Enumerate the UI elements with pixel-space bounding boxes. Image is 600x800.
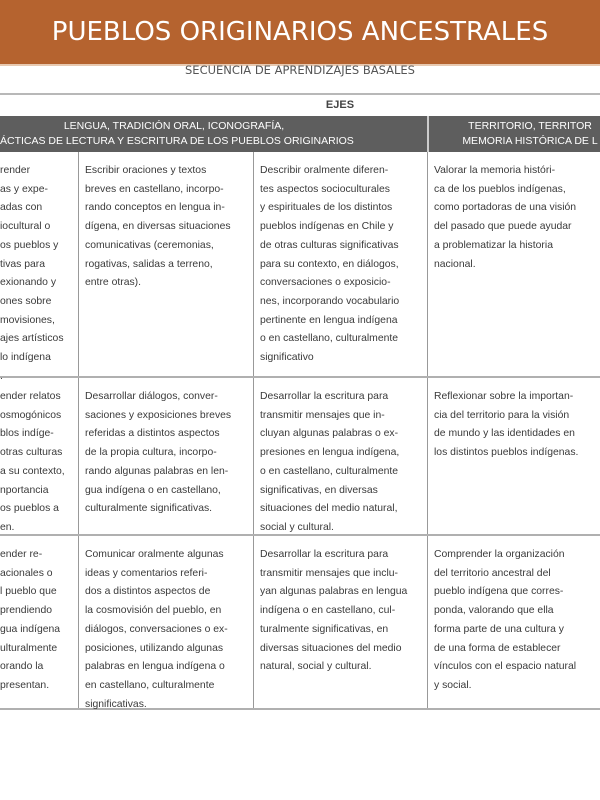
cell-text-line: yan algunas palabras en lengua xyxy=(260,586,408,598)
cell-text-line: blos indíge- xyxy=(0,428,54,440)
table-row xyxy=(0,378,600,536)
cell-text-line: forma parte de una cultura y xyxy=(434,623,564,635)
cell-text-line: Valorar la memoria históri- xyxy=(434,165,556,176)
cell-text-line: . xyxy=(0,370,3,382)
cell-text-line: de la propia cultura, incorpo- xyxy=(85,447,217,459)
cell-text-line: pueblo indígena que corres- xyxy=(434,586,564,598)
table-row xyxy=(0,152,600,382)
cell-text-line: como portadoras de una visión xyxy=(434,202,577,214)
cell-text-line: ideas y comentarios referi- xyxy=(85,567,208,579)
cell-text-line: diálogos, conversaciones o ex- xyxy=(85,623,228,635)
cell-text-line: culturalmente significativas. xyxy=(85,503,213,515)
cell-text-line: y espirituales de los distintos xyxy=(260,202,393,214)
table-cell xyxy=(79,152,254,376)
table-cell xyxy=(79,536,254,708)
cell-text-line: del territorio ancestral del xyxy=(434,567,551,579)
cell-text-line: turalmente significativas, en xyxy=(260,623,389,635)
table-cell xyxy=(79,378,254,534)
cell-text-line: referidas a distintos aspectos xyxy=(85,428,220,440)
cell-text-line: y social. xyxy=(434,679,472,691)
cell-text-line: ender relatos xyxy=(0,391,61,402)
cell-text-line: nacional. xyxy=(434,258,476,270)
ejes-label: EJES xyxy=(325,99,355,111)
cell-text-line: indígena o en castellano, cul- xyxy=(260,605,396,617)
cell-text-line: dígena, en diversas situaciones xyxy=(85,221,231,233)
cell-text-line: cluyan algunas palabras o ex- xyxy=(260,428,399,440)
table-row xyxy=(0,536,600,710)
cell-text-line: tes aspectos socioculturales xyxy=(260,183,390,195)
table-cell xyxy=(0,152,79,382)
table-cell xyxy=(428,536,600,708)
cell-text-line: presiones en lengua indígena, xyxy=(260,447,400,459)
cell-text-line: ca de los pueblos indígenas, xyxy=(434,183,566,195)
cell-text-line: Comunicar oralmente algunas xyxy=(85,549,224,560)
cell-text-line: Describir oralmente diferen- xyxy=(260,165,389,176)
cell-text-line: render xyxy=(0,165,31,176)
cell-text-line: lo indígena xyxy=(0,352,51,364)
cell-text-line: la cosmovisión del pueblo, en xyxy=(85,605,222,617)
cell-text-line: dos a distintos aspectos de xyxy=(85,586,211,598)
cell-text-line: exionando y xyxy=(0,277,57,289)
cell-text-line: posiciones, utilizando algunas xyxy=(85,642,224,654)
table-cell xyxy=(0,536,79,708)
divider xyxy=(0,93,600,95)
cell-text-line: adas con xyxy=(0,202,43,214)
cell-text-line: de otras culturas significativas xyxy=(260,239,399,251)
axis-header-territorio xyxy=(462,119,598,149)
cell-text-line: iocultural o xyxy=(0,221,51,233)
cell-text-line: otras culturas xyxy=(0,447,63,459)
learning-table xyxy=(0,152,600,710)
cell-text-line: situaciones del medio natural, xyxy=(260,503,398,515)
cell-text-line: rando algunas palabras en len- xyxy=(85,465,229,477)
cell-text-line: pueblos indígenas en Chile y xyxy=(260,221,394,233)
axis-header-lengua xyxy=(0,119,354,149)
cell-text-line: movisiones, xyxy=(0,314,55,326)
cell-text-line: en. xyxy=(0,521,15,533)
cell-text-line: palabras en lengua indígena o xyxy=(85,661,225,673)
cell-text-line: natural, social y cultural. xyxy=(260,661,372,673)
cell-text-line: social y cultural. xyxy=(260,521,334,533)
cell-text-line: Desarrollar la escritura para xyxy=(260,549,389,560)
table-cell xyxy=(428,152,600,376)
cell-text-line: Comprender la organización xyxy=(434,549,565,560)
cell-text-line: o en castellano, culturalmente xyxy=(260,333,399,345)
cell-text-line: ones sobre xyxy=(0,295,52,307)
title-banner xyxy=(0,0,600,66)
cell-text-line: nportancia xyxy=(0,484,49,496)
cell-text-line: ender re- xyxy=(0,549,43,560)
cell-text-line: diversas situaciones del medio xyxy=(260,642,402,654)
cell-text-line: Reflexionar sobre la importan- xyxy=(434,391,574,402)
cell-text-line: del pasado que puede ayudar xyxy=(434,221,572,233)
cell-text-line: los distintos pueblos indígenas. xyxy=(434,447,579,459)
cell-text-line: gua indígena xyxy=(0,623,61,635)
cell-text-line: Desarrollar diálogos, conver- xyxy=(85,391,218,402)
table-cell xyxy=(254,378,428,534)
cell-text-line: saciones y exposiciones breves xyxy=(85,409,232,421)
cell-text-line: rogativas, salidas a terreno, xyxy=(85,258,213,270)
cell-text-line: transmitir mensajes que in- xyxy=(260,409,385,421)
table-cell xyxy=(254,152,428,376)
table-cell xyxy=(0,378,79,534)
cell-text-line: o en castellano, culturalmente xyxy=(260,465,399,477)
cell-text-line: prendiendo xyxy=(0,605,52,617)
axes-header xyxy=(0,116,600,152)
cell-text-line: gua indígena o en castellano, xyxy=(85,484,221,496)
header-line: MEMORIA HISTÓRICA DE L xyxy=(462,135,598,147)
cell-text-line: pertinente en lengua indígena xyxy=(260,314,398,326)
header-line: ÁCTICAS DE LECTURA Y ESCRITURA DE LOS PUEBLOS ORIGINARIOS xyxy=(0,135,354,147)
table-cell xyxy=(254,536,428,708)
table-cell xyxy=(428,378,600,534)
cell-text-line: breves en castellano, incorpo- xyxy=(85,183,224,195)
cell-text-line: conversaciones o exposicio- xyxy=(260,277,391,289)
cell-text-line: comunicativas (ceremonias, xyxy=(85,239,214,251)
cell-text-line: presentan. xyxy=(0,679,50,691)
cell-text-line: ponda, valorando que ella xyxy=(434,605,554,617)
cell-text-line: en castellano, culturalmente xyxy=(85,679,215,691)
cell-text-line: osmogónicos xyxy=(0,409,62,421)
cell-text-line: transmitir mensajes que inclu- xyxy=(260,567,399,579)
cell-text-line: as y expe- xyxy=(0,183,48,195)
cell-text-line: a su contexto, xyxy=(0,465,65,477)
header-line: LENGUA, TRADICIÓN ORAL, ICONOGRAFÍA, xyxy=(63,120,285,132)
cell-text-line: os pueblos y xyxy=(0,239,59,251)
cell-text-line: de mundo y las identidades en xyxy=(434,428,575,440)
cell-text-line: de una forma de establecer xyxy=(434,642,561,654)
cell-text-line: ajes artísticos xyxy=(0,333,64,345)
cell-text-line: orando la xyxy=(0,661,44,673)
cell-text-line: Escribir oraciones y textos xyxy=(85,165,207,176)
cell-text-line: tivas para xyxy=(0,258,46,270)
cell-text-line: para su contexto, en diálogos, xyxy=(260,258,399,270)
cell-text-line: entre otras). xyxy=(85,277,142,289)
page-subtitle: SECUENCIA DE APRENDIZAJES BASALES xyxy=(185,63,415,77)
cell-text-line: os pueblos a xyxy=(0,503,59,515)
header-line: TERRITORIO, TERRITOR xyxy=(468,120,592,132)
cell-text-line: vínculos con el espacio natural xyxy=(434,661,577,673)
cell-text-line: significativas, en diversas xyxy=(260,484,378,496)
cell-text-line: a problematizar la historia xyxy=(434,239,553,251)
cell-text-line: l pueblo que xyxy=(0,586,57,598)
cell-text-line: cia del territorio para la visión xyxy=(434,409,570,421)
cell-text-line: acionales o xyxy=(0,567,53,579)
cell-text-line: rando conceptos en lengua in- xyxy=(85,202,225,214)
cell-text-line: ulturalmente xyxy=(0,642,58,654)
cell-text-line: nes, incorporando vocabulario xyxy=(260,295,400,307)
page-title: PUEBLOS ORIGINARIOS ANCESTRALES xyxy=(51,17,549,47)
cell-text-line: significativas. xyxy=(85,698,147,710)
cell-text-line: significativo xyxy=(260,352,314,364)
header-separator xyxy=(427,116,429,152)
cell-text-line: Desarrollar la escritura para xyxy=(260,391,389,402)
